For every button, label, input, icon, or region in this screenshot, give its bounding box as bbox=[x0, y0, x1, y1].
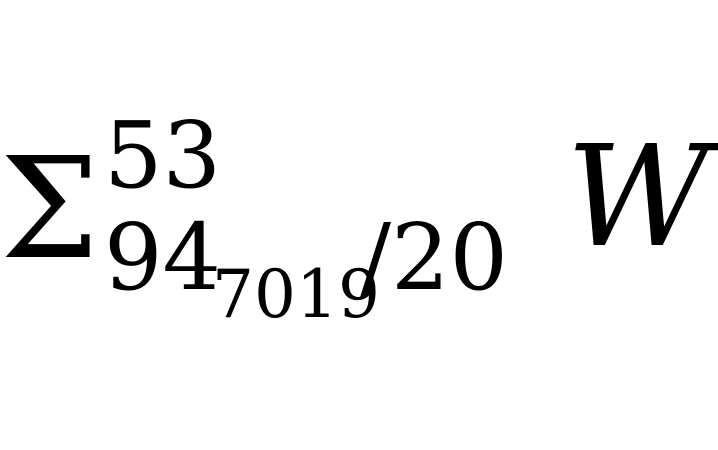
lower-limit-subscript: 7019 bbox=[212, 256, 380, 333]
lower-limit-fraction: /20 bbox=[360, 204, 509, 311]
lower-limit-base: 94 bbox=[104, 204, 222, 311]
summand-variable: W bbox=[566, 116, 710, 279]
summation-symbol: Σ bbox=[0, 128, 99, 291]
upper-limit: 53 bbox=[104, 102, 222, 209]
